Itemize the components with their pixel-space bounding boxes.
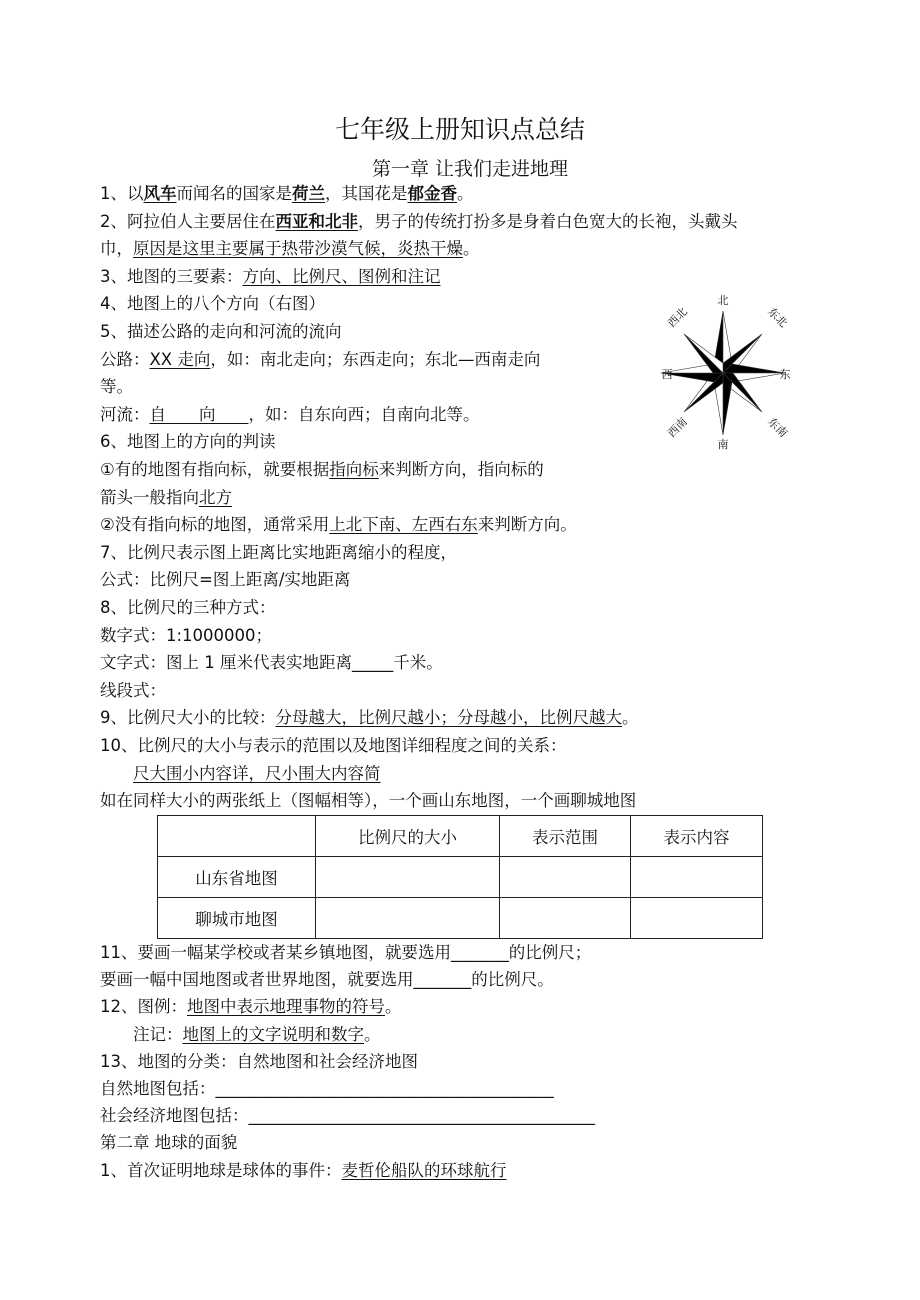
text-segment: 4、地图上的八个方向（右图）: [100, 294, 325, 314]
text-line: [100, 211, 738, 233]
text-line: [100, 459, 544, 481]
text-line: [100, 293, 325, 315]
text-line: [100, 1078, 554, 1100]
emphasized-text: 上北下南、左西右东: [329, 515, 478, 535]
table-row: [158, 898, 763, 939]
text-segment: 线段式：: [100, 680, 166, 700]
text-segment: 5、描述公路的走向和河流的流向: [100, 322, 342, 341]
text-segment: 。: [457, 184, 474, 203]
compass-label-southeast: 东南: [765, 415, 790, 440]
text-segment: 来判断方向。: [477, 515, 577, 535]
text-segment: 。: [622, 708, 639, 728]
text-segment: 注记：: [100, 1024, 183, 1044]
text-segment: 。: [385, 997, 402, 1017]
text-segment: 文字式：图上 1 厘米代表实地距离_____千米。: [100, 653, 443, 673]
text-segment: 而闻名的国家是: [176, 184, 292, 203]
document-title: 七年级上册知识点总结: [334, 115, 585, 144]
text-line: [100, 1132, 237, 1154]
text-line: [100, 431, 276, 453]
text-line: [100, 238, 480, 260]
text-segment: 社会经济地图包括：__________________________________________: [100, 1106, 595, 1126]
text-line: [100, 569, 350, 591]
text-segment: 13、地图的分类：自然地图和社会经济地图: [100, 1051, 418, 1071]
text-segment: 。: [463, 239, 480, 259]
text-segment: 第二章 地球的面貌: [100, 1133, 238, 1153]
table-cell: [500, 857, 631, 898]
table-cell: [316, 898, 500, 939]
emphasized-text: 原因是这里主要属于热带沙漠气候，炎热干燥: [133, 239, 463, 259]
text-segment: 如在同样大小的两张纸上（图幅相等），一个画山东地图，一个画聊城地图: [100, 791, 637, 811]
text-line: [100, 404, 480, 426]
text-line: [100, 597, 276, 619]
text-segment: 10、比例尺的大小与表示的范围以及地图详细程度之间的关系：: [100, 736, 567, 755]
table-cell: 山东省地图: [158, 857, 316, 898]
emphasized-text: 地图上的文字说明和数字: [182, 1024, 364, 1044]
text-segment: ，如：自东向西；自南向北等。: [248, 404, 480, 424]
text-line: [100, 942, 591, 964]
text-segment: 公式：比例尺=图上距离/实地距离: [100, 570, 351, 590]
text-segment: [100, 764, 133, 783]
table-header: 表示范围: [500, 816, 631, 857]
table-cell: [500, 898, 631, 939]
text-segment: 河流：: [100, 404, 150, 424]
compass-label-west: 西: [661, 368, 673, 381]
text-line: [100, 996, 402, 1018]
emphasized-text: 北方: [199, 487, 232, 507]
text-segment: 来判断方向，指向标的: [378, 460, 544, 479]
compass-label-east: 东: [779, 368, 791, 381]
text-segment: 1、首次证明地球是球体的事件：: [100, 1160, 342, 1180]
text-segment: 2、阿拉伯人主要居住在: [100, 211, 276, 231]
table-cell: 聊城市地图: [158, 898, 316, 939]
text-line: [100, 542, 457, 564]
table-header: [158, 816, 316, 857]
text-segment: 要画一幅中国地图或者世界地图，就要选用_______的比例尺。: [100, 970, 554, 990]
scale-comparison-table: [157, 815, 763, 939]
emphasized-text: 郁金香: [407, 184, 457, 203]
text-line: [100, 321, 342, 343]
compass-label-southwest: 西南: [665, 415, 690, 440]
text-segment: 6、地图上的方向的判读: [100, 432, 276, 452]
compass-label-south: 南: [717, 438, 729, 451]
compass-rose-icon: [655, 288, 795, 453]
text-segment: ，男子的传统打扮多是身着白色宽大的长袍，头戴头: [358, 211, 738, 231]
text-segment: 1、以: [100, 184, 144, 203]
text-line: [100, 652, 443, 674]
emphasized-text: 指向标: [329, 460, 379, 479]
text-segment: ①有的地图有指向标，就要根据: [100, 460, 330, 479]
text-line: [100, 625, 272, 647]
text-segment: 巾，: [100, 239, 133, 259]
text-segment: ②没有指向标的地图，通常采用: [100, 515, 330, 535]
text-segment: 数字式：1:1000000；: [100, 625, 273, 645]
text-segment: 公路：: [100, 349, 150, 369]
text-line: [100, 707, 639, 729]
emphasized-text: 地图中表示地理事物的符号: [187, 997, 385, 1017]
text-segment: ，其国花是: [325, 184, 408, 203]
emphasized-text: 方向、比例尺、图例和注记: [242, 266, 441, 286]
emphasized-text: 尺大围小内容详，尺小围大内容简: [133, 763, 381, 783]
text-line: [100, 1105, 595, 1127]
chapter-heading: 第一章 让我们走进地理: [371, 158, 569, 180]
text-segment: ，如：南北走向；东西走向；东北—西南走向: [210, 349, 541, 369]
text-line: [100, 514, 577, 536]
text-line: [100, 763, 381, 785]
text-segment: 11、要画一幅某学校或者某乡镇地图，就要选用_______的比例尺；: [100, 943, 592, 962]
compass-label-northwest: 西北: [665, 305, 690, 330]
text-line: [100, 680, 166, 702]
text-line: [100, 349, 540, 371]
text-segment: 9、比例尺大小的比较：: [100, 708, 276, 728]
emphasized-text: XX 走向: [149, 349, 211, 369]
text-segment: 自然地图包括：_________________________________________: [100, 1079, 554, 1098]
text-line: [100, 266, 441, 288]
emphasized-text: 风车: [143, 184, 177, 203]
text-segment: 。: [364, 1024, 381, 1044]
text-line: [100, 1024, 381, 1046]
text-line: [100, 735, 567, 757]
text-line: [100, 183, 474, 205]
emphasized-text: 西亚和北非: [275, 211, 358, 231]
table-header: 比例尺的大小: [316, 816, 500, 857]
emphasized-text: 荷兰: [292, 184, 325, 203]
text-line: [100, 487, 232, 509]
emphasized-text: 自 向: [149, 404, 249, 424]
text-segment: 12、图例：: [100, 997, 187, 1017]
text-line: [100, 1051, 418, 1073]
text-segment: 3、地图的三要素：: [100, 266, 243, 286]
table-cell: [631, 898, 763, 939]
text-segment: 箭头一般指向: [100, 487, 199, 507]
text-line: [100, 969, 554, 991]
table-row: [158, 857, 763, 898]
emphasized-text: 麦哲伦船队的环球航行: [341, 1160, 507, 1180]
compass-label-northeast: 东北: [765, 305, 790, 330]
text-line: [100, 790, 636, 812]
emphasized-text: 分母越大，比例尺越小；分母越小，比例尺越大: [275, 708, 622, 728]
table-header-row: [158, 816, 763, 857]
table-cell: [631, 857, 763, 898]
text-line: [100, 1160, 507, 1182]
table-cell: [316, 857, 500, 898]
compass-label-north: 北: [717, 294, 729, 307]
text-segment: 等。: [100, 377, 133, 397]
text-line: [100, 376, 133, 398]
table-header: 表示内容: [631, 816, 763, 857]
text-segment: 8、比例尺的三种方式：: [100, 598, 276, 617]
text-segment: 7、比例尺表示图上距离比实地距离缩小的程度，: [100, 542, 457, 562]
